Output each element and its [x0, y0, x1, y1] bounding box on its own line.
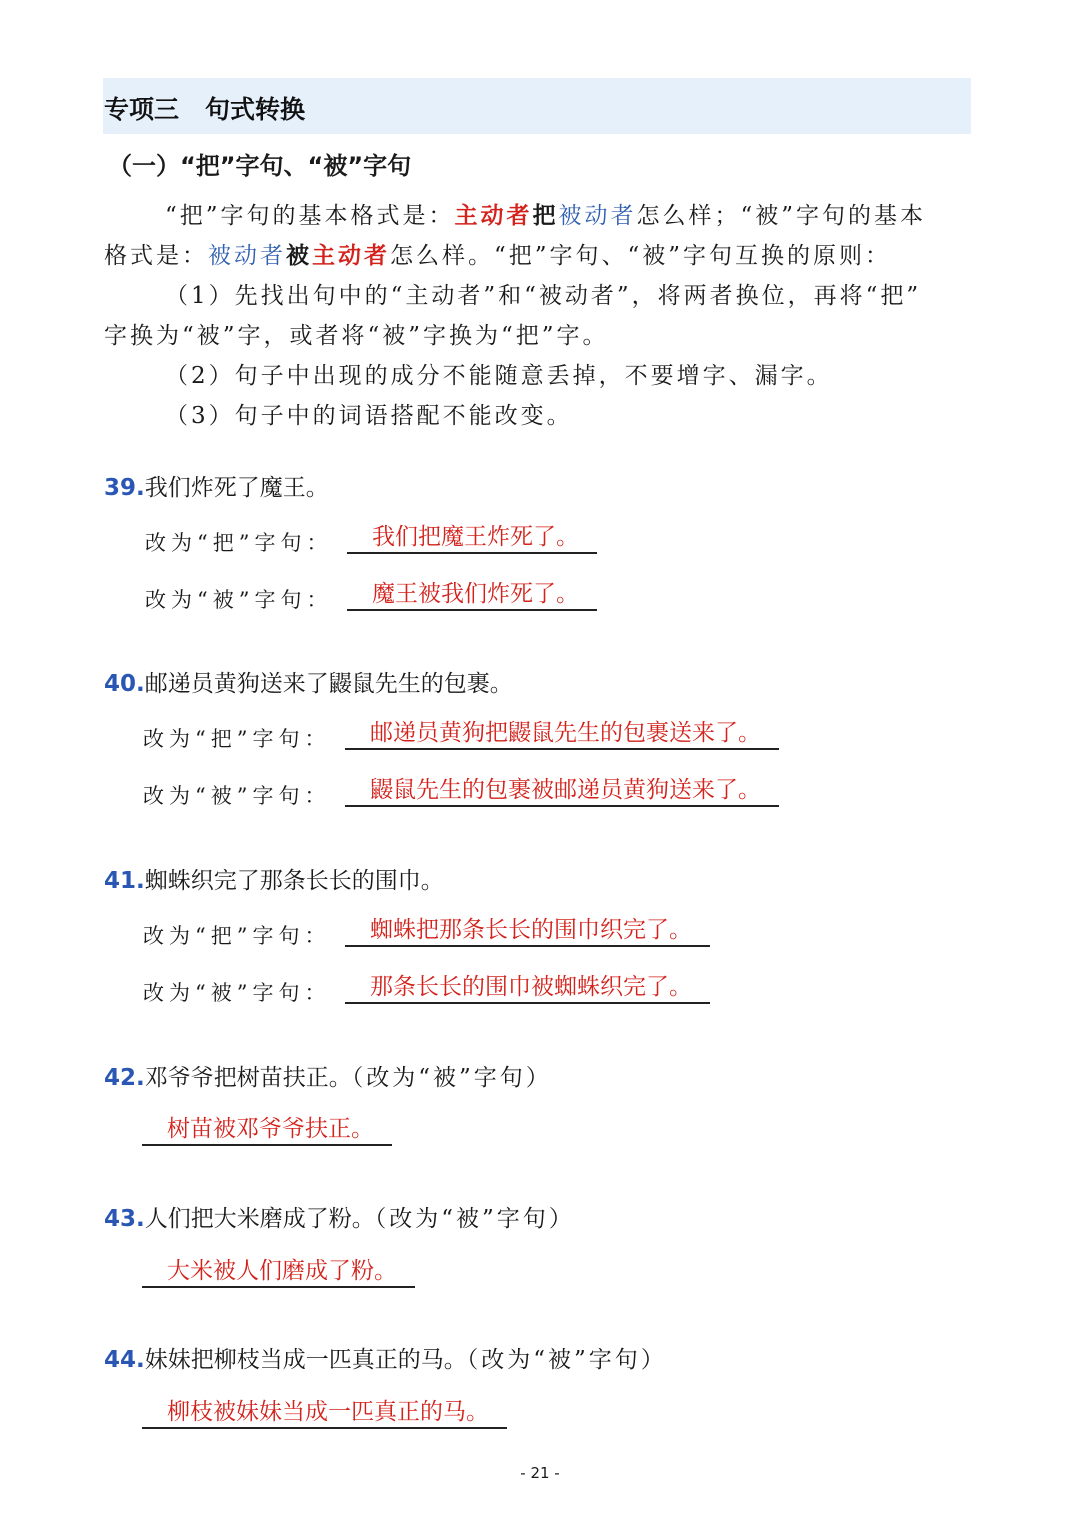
question-text: 邮递员黄狗送来了鼹鼠先生的包裹。 [144, 671, 513, 697]
label-bei: 改为“被”字句： [143, 784, 331, 808]
question-43 [104, 1200, 575, 1233]
subsection-title: （一）“把”字句、“被”字句 [108, 152, 412, 180]
answer-39-ba: 我们把魔王炸死了。 [347, 522, 597, 554]
active-term: 主动者 [312, 242, 390, 269]
label-ba: 改为“把”字句： [143, 727, 331, 751]
rule-intro-line2: 格式是：被动者被主动者怎么样。“把”字句、“被”字句互换的原则： [104, 242, 892, 269]
answer-40-ba: 邮递员黄狗把鼹鼠先生的包裹送来了。 [345, 718, 779, 750]
question-42 [104, 1059, 552, 1092]
section-title: 句式转换 [205, 95, 306, 124]
question-number: 41. [104, 868, 145, 894]
question-text: 我们炸死了魔王。 [144, 475, 329, 501]
question-40 [104, 665, 513, 698]
label-bei: 改为“被”字句： [145, 588, 333, 612]
question-text: 蜘蛛织完了那条长长的围巾。 [144, 868, 444, 894]
answer-42: 树苗被邓爷爷扶正。 [142, 1114, 392, 1146]
answer-41-bei: 那条长长的围巾被蜘蛛织完了。 [345, 972, 710, 1004]
rule-1-line2: 字换为“被”字，或者将“被”字换为“把”字。 [104, 323, 609, 349]
question-text: 邓爷爷把树苗扶正。 [144, 1065, 352, 1091]
question-44 [104, 1341, 667, 1374]
question-number: 43. [104, 1206, 145, 1232]
page-number: - 21 - [520, 1464, 560, 1482]
question-instruction: （改为“被”字句） [374, 1206, 575, 1232]
question-number: 42. [104, 1065, 145, 1091]
question-text: 人们把大米磨成了粉。 [144, 1206, 375, 1232]
question-39 [104, 469, 329, 502]
answer-39-bei: 魔王被我们炸死了。 [347, 579, 597, 611]
question-text: 妹妹把柳枝当成一匹真正的马。 [144, 1347, 467, 1373]
answer-41-ba: 蜘蛛把那条长长的围巾织完了。 [345, 915, 710, 947]
rule-intro-line1: “把”字句的基本格式是：主动者把被动者怎么样；“被”字句的基本 [165, 202, 927, 229]
rule-3: （3）句子中的词语搭配不能改变。 [165, 403, 573, 429]
passive-term: 被动者 [558, 203, 637, 229]
active-term: 主动者 [454, 202, 533, 229]
passive-term: 被动者 [208, 243, 286, 269]
question-number: 39. [104, 475, 145, 501]
answer-43: 大米被人们磨成了粉。 [142, 1256, 415, 1288]
question-instruction: （改为“被”字句） [466, 1347, 667, 1373]
answer-40-bei: 鼹鼠先生的包裹被邮递员黄狗送来了。 [345, 775, 779, 807]
rule-2: （2）句子中出现的成分不能随意丢掉，不要增字、漏字。 [165, 363, 833, 389]
question-instruction: （改为“被”字句） [351, 1065, 552, 1091]
section-label: 专项三 [104, 95, 180, 124]
label-ba: 改为“把”字句： [143, 924, 331, 948]
label-ba: 改为“把”字句： [145, 531, 333, 555]
question-number: 40. [104, 671, 145, 697]
answer-44: 柳枝被妹妹当成一匹真正的马。 [142, 1397, 507, 1429]
question-41 [104, 862, 444, 895]
question-number: 44. [104, 1347, 145, 1373]
rule-1-line1: （1）先找出句中的“主动者”和“被动者”，将两者换位，再将“把” [165, 283, 922, 309]
label-bei: 改为“被”字句： [143, 981, 331, 1005]
section-heading [104, 90, 305, 126]
